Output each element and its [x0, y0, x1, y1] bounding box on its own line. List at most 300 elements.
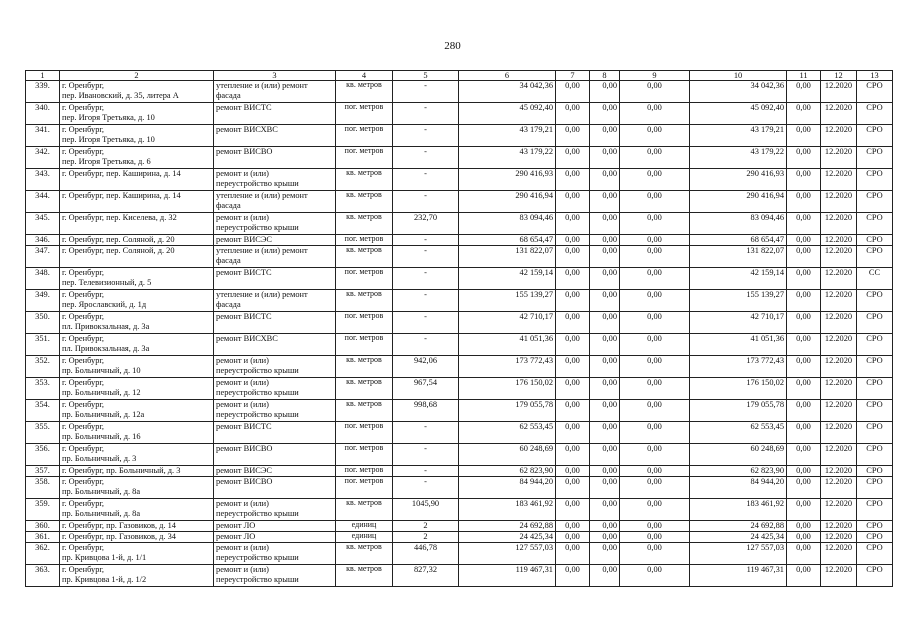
col7-cell: 0,00	[556, 400, 590, 422]
col7-cell: 0,00	[556, 521, 590, 532]
work-type-cell-line: утепление и (или) ремонт	[216, 81, 308, 91]
method-cell: СРО	[857, 235, 893, 246]
col9-cell: 0,00	[620, 565, 690, 587]
address-cell	[60, 81, 214, 103]
work-type-cell-line: ремонт ВИСТС	[216, 312, 272, 322]
deadline-cell: 12.2020	[821, 378, 857, 400]
row-number: 347.	[26, 246, 60, 268]
column-header-2: 2	[60, 71, 214, 81]
table-row	[26, 477, 893, 499]
col10-cell: 127 557,03	[690, 543, 787, 565]
deadline-cell: 12.2020	[821, 565, 857, 587]
row-number: 346.	[26, 235, 60, 246]
quantity-cell: -	[393, 81, 459, 103]
col9-cell: 0,00	[620, 521, 690, 532]
col9-cell: 0,00	[620, 312, 690, 334]
col7-cell: 0,00	[556, 246, 590, 268]
col8-cell: 0,00	[590, 521, 620, 532]
col9-cell: 0,00	[620, 246, 690, 268]
address-cell	[60, 477, 214, 499]
col9-cell: 0,00	[620, 378, 690, 400]
table-row	[26, 169, 893, 191]
quantity-cell: -	[393, 246, 459, 268]
col10-cell: 290 416,93	[690, 169, 787, 191]
total-cost-cell: 41 051,36	[459, 334, 556, 356]
address-cell	[60, 334, 214, 356]
col7-cell: 0,00	[556, 543, 590, 565]
col7-cell: 0,00	[556, 312, 590, 334]
quantity-cell: -	[393, 235, 459, 246]
col9-cell: 0,00	[620, 477, 690, 499]
work-type-cell-line: переустройство крыши	[216, 387, 299, 397]
col8-cell: 0,00	[590, 81, 620, 103]
table-row	[26, 521, 893, 532]
total-cost-cell: 68 654,47	[459, 235, 556, 246]
col10-cell: 290 416,94	[690, 191, 787, 213]
column-header-1: 1	[26, 71, 60, 81]
col8-cell: 0,00	[590, 312, 620, 334]
work-type-cell-line: ремонт ВИСВО	[216, 477, 273, 487]
row-number: 340.	[26, 103, 60, 125]
address-cell	[60, 125, 214, 147]
col9-cell: 0,00	[620, 356, 690, 378]
col11-cell: 0,00	[787, 312, 821, 334]
column-header-11: 11	[787, 71, 821, 81]
col8-cell: 0,00	[590, 125, 620, 147]
method-cell: СРО	[857, 169, 893, 191]
address-cell-line: пр. Больничный, д. 8а	[62, 486, 141, 496]
address-cell	[60, 444, 214, 466]
work-type-cell-line: ремонт ВИСЭС	[216, 235, 272, 245]
work-type-cell	[214, 191, 336, 213]
col10-cell: 176 150,02	[690, 378, 787, 400]
deadline-cell: 12.2020	[821, 532, 857, 543]
col9-cell: 0,00	[620, 466, 690, 477]
col8-cell: 0,00	[590, 147, 620, 169]
deadline-cell: 12.2020	[821, 147, 857, 169]
method-cell: СРО	[857, 466, 893, 477]
work-type-cell-line: утепление и (или) ремонт	[216, 246, 308, 256]
work-type-cell	[214, 400, 336, 422]
table-row	[26, 532, 893, 543]
address-cell-line: г. Оренбург,	[62, 268, 105, 278]
quantity-cell: -	[393, 290, 459, 312]
address-cell	[60, 169, 214, 191]
col11-cell: 0,00	[787, 147, 821, 169]
column-header-5: 5	[393, 71, 459, 81]
unit-cell: единиц	[336, 532, 393, 543]
col7-cell: 0,00	[556, 334, 590, 356]
work-type-cell-line: переустройство крыши	[216, 365, 299, 375]
address-cell-line: г. Оренбург,	[62, 565, 105, 575]
unit-cell: пог. метров	[336, 103, 393, 125]
address-cell-line: г. Оренбург, пер. Каширина, д. 14	[62, 169, 181, 179]
col9-cell: 0,00	[620, 213, 690, 235]
address-cell-line: г. Оренбург,	[62, 543, 105, 553]
page-number: 280	[444, 40, 461, 52]
col10-cell: 24 425,34	[690, 532, 787, 543]
method-cell: СРО	[857, 378, 893, 400]
address-cell	[60, 422, 214, 444]
address-cell-line: г. Оренбург, пр. Газовиков, д. 34	[62, 532, 176, 542]
col11-cell: 0,00	[787, 532, 821, 543]
table-row	[26, 400, 893, 422]
address-cell	[60, 290, 214, 312]
col10-cell: 173 772,43	[690, 356, 787, 378]
work-type-cell-line: ремонт и (или)	[216, 213, 269, 223]
total-cost-cell: 127 557,03	[459, 543, 556, 565]
col10-cell: 155 139,27	[690, 290, 787, 312]
col8-cell: 0,00	[590, 499, 620, 521]
col11-cell: 0,00	[787, 565, 821, 587]
row-number: 355.	[26, 422, 60, 444]
deadline-cell: 12.2020	[821, 191, 857, 213]
unit-cell: единиц	[336, 521, 393, 532]
unit-cell: пог. метров	[336, 422, 393, 444]
quantity-cell: 827,32	[393, 565, 459, 587]
work-type-cell	[214, 499, 336, 521]
col10-cell: 179 055,78	[690, 400, 787, 422]
deadline-cell: 12.2020	[821, 246, 857, 268]
col8-cell: 0,00	[590, 235, 620, 246]
table-row	[26, 125, 893, 147]
address-cell-line: пр. Больничный, д. 16	[62, 431, 141, 441]
work-type-cell-line: ремонт ВИСХВС	[216, 334, 278, 344]
col8-cell: 0,00	[590, 565, 620, 587]
column-header-12: 12	[821, 71, 857, 81]
total-cost-cell: 34 042,36	[459, 81, 556, 103]
quantity-cell: 967,54	[393, 378, 459, 400]
address-cell	[60, 378, 214, 400]
total-cost-cell: 42 710,17	[459, 312, 556, 334]
col7-cell: 0,00	[556, 213, 590, 235]
unit-cell: кв. метров	[336, 81, 393, 103]
row-number: 356.	[26, 444, 60, 466]
address-cell-line: г. Оренбург, пер. Соляной, д. 20	[62, 246, 175, 256]
table-row	[26, 499, 893, 521]
col10-cell: 45 092,40	[690, 103, 787, 125]
col9-cell: 0,00	[620, 191, 690, 213]
col8-cell: 0,00	[590, 532, 620, 543]
work-type-cell-line: фасада	[216, 299, 241, 309]
address-cell	[60, 312, 214, 334]
col8-cell: 0,00	[590, 466, 620, 477]
table-row	[26, 81, 893, 103]
col10-cell: 60 248,69	[690, 444, 787, 466]
work-type-cell-line: переустройство крыши	[216, 178, 299, 188]
address-cell-line: пр. Больничный, д. 12а	[62, 409, 145, 419]
work-type-cell-line: ремонт ВИСЭС	[216, 466, 272, 476]
col7-cell: 0,00	[556, 268, 590, 290]
address-cell-line: пер. Ярославский, д. 1д	[62, 299, 147, 309]
address-cell	[60, 565, 214, 587]
total-cost-cell: 60 248,69	[459, 444, 556, 466]
address-cell-line: г. Оренбург,	[62, 81, 105, 91]
work-type-cell-line: переустройство крыши	[216, 552, 299, 562]
col8-cell: 0,00	[590, 213, 620, 235]
unit-cell: кв. метров	[336, 246, 393, 268]
quantity-cell: 942,06	[393, 356, 459, 378]
address-cell-line: г. Оренбург,	[62, 400, 105, 410]
work-type-cell-line: переустройство крыши	[216, 409, 299, 419]
col8-cell: 0,00	[590, 169, 620, 191]
address-cell-line: пр. Кривцова 1-й, д. 1/1	[62, 552, 147, 562]
address-cell-line: г. Оренбург, пер. Киселева, д. 32	[62, 213, 177, 223]
unit-cell: кв. метров	[336, 191, 393, 213]
row-number: 361.	[26, 532, 60, 543]
col11-cell: 0,00	[787, 290, 821, 312]
col9-cell: 0,00	[620, 543, 690, 565]
col7-cell: 0,00	[556, 356, 590, 378]
row-number: 345.	[26, 213, 60, 235]
col8-cell: 0,00	[590, 400, 620, 422]
col10-cell: 62 553,45	[690, 422, 787, 444]
quantity-cell: 1045,90	[393, 499, 459, 521]
quantity-cell: -	[393, 103, 459, 125]
deadline-cell: 12.2020	[821, 521, 857, 532]
col10-cell: 119 467,31	[690, 565, 787, 587]
address-cell-line: пр. Больничный, д. 3	[62, 453, 137, 463]
col8-cell: 0,00	[590, 246, 620, 268]
work-type-cell	[214, 268, 336, 290]
address-cell-line: пр. Больничный, д. 10	[62, 365, 141, 375]
work-type-cell	[214, 213, 336, 235]
work-type-cell	[214, 169, 336, 191]
method-cell: СРО	[857, 422, 893, 444]
address-cell	[60, 400, 214, 422]
total-cost-cell: 45 092,40	[459, 103, 556, 125]
quantity-cell: -	[393, 422, 459, 444]
deadline-cell: 12.2020	[821, 125, 857, 147]
col7-cell: 0,00	[556, 169, 590, 191]
row-number: 351.	[26, 334, 60, 356]
address-cell-line: г. Оренбург,	[62, 477, 105, 487]
col9-cell: 0,00	[620, 169, 690, 191]
work-type-cell	[214, 246, 336, 268]
unit-cell: пог. метров	[336, 235, 393, 246]
address-cell-line: г. Оренбург,	[62, 312, 105, 322]
unit-cell: кв. метров	[336, 356, 393, 378]
col9-cell: 0,00	[620, 290, 690, 312]
total-cost-cell: 62 553,45	[459, 422, 556, 444]
method-cell: СРО	[857, 356, 893, 378]
column-header-6: 6	[459, 71, 556, 81]
deadline-cell: 12.2020	[821, 103, 857, 125]
work-type-cell-line: ремонт и (или)	[216, 378, 269, 388]
col9-cell: 0,00	[620, 499, 690, 521]
column-header-9: 9	[620, 71, 690, 81]
method-cell: СРО	[857, 565, 893, 587]
row-number: 358.	[26, 477, 60, 499]
repair-schedule-table	[25, 70, 893, 587]
col10-cell: 42 159,14	[690, 268, 787, 290]
address-cell-line: г. Оренбург,	[62, 499, 105, 509]
work-type-cell-line: ремонт и (или)	[216, 565, 269, 575]
total-cost-cell: 290 416,94	[459, 191, 556, 213]
total-cost-cell: 43 179,21	[459, 125, 556, 147]
address-cell-line: пр. Больничный, д. 12	[62, 387, 141, 397]
col11-cell: 0,00	[787, 169, 821, 191]
column-header-10: 10	[690, 71, 787, 81]
deadline-cell: 12.2020	[821, 400, 857, 422]
row-number: 348.	[26, 268, 60, 290]
quantity-cell: -	[393, 268, 459, 290]
col11-cell: 0,00	[787, 103, 821, 125]
address-cell	[60, 521, 214, 532]
column-header-8: 8	[590, 71, 620, 81]
col9-cell: 0,00	[620, 400, 690, 422]
col9-cell: 0,00	[620, 235, 690, 246]
unit-cell: кв. метров	[336, 378, 393, 400]
deadline-cell: 12.2020	[821, 235, 857, 246]
row-number: 342.	[26, 147, 60, 169]
address-cell-line: г. Оренбург, пер. Каширина, д. 14	[62, 191, 181, 201]
col7-cell: 0,00	[556, 191, 590, 213]
work-type-cell	[214, 290, 336, 312]
quantity-cell: 998,68	[393, 400, 459, 422]
deadline-cell: 12.2020	[821, 81, 857, 103]
col9-cell: 0,00	[620, 532, 690, 543]
work-type-cell	[214, 334, 336, 356]
col7-cell: 0,00	[556, 565, 590, 587]
col8-cell: 0,00	[590, 191, 620, 213]
table-row	[26, 235, 893, 246]
total-cost-cell: 155 139,27	[459, 290, 556, 312]
address-cell-line: г. Оренбург,	[62, 356, 105, 366]
work-type-cell	[214, 521, 336, 532]
deadline-cell: 12.2020	[821, 543, 857, 565]
address-cell-line: пл. Привокзальная, д. 3а	[62, 343, 150, 353]
method-cell: СРО	[857, 246, 893, 268]
work-type-cell	[214, 565, 336, 587]
unit-cell: кв. метров	[336, 499, 393, 521]
table-row	[26, 103, 893, 125]
col8-cell: 0,00	[590, 103, 620, 125]
method-cell: СРО	[857, 147, 893, 169]
work-type-cell	[214, 466, 336, 477]
table-row	[26, 246, 893, 268]
col9-cell: 0,00	[620, 125, 690, 147]
address-cell	[60, 532, 214, 543]
address-cell-line: г. Оренбург,	[62, 147, 105, 157]
quantity-cell: -	[393, 191, 459, 213]
col9-cell: 0,00	[620, 334, 690, 356]
method-cell: СРО	[857, 499, 893, 521]
address-cell	[60, 466, 214, 477]
work-type-cell-line: ремонт и (или)	[216, 543, 269, 553]
total-cost-cell: 24 692,88	[459, 521, 556, 532]
col7-cell: 0,00	[556, 532, 590, 543]
deadline-cell: 12.2020	[821, 422, 857, 444]
work-type-cell-line: переустройство крыши	[216, 222, 299, 232]
col11-cell: 0,00	[787, 125, 821, 147]
col10-cell: 43 179,21	[690, 125, 787, 147]
col9-cell: 0,00	[620, 103, 690, 125]
work-type-cell	[214, 103, 336, 125]
row-number: 353.	[26, 378, 60, 400]
method-cell: СРО	[857, 543, 893, 565]
col11-cell: 0,00	[787, 543, 821, 565]
work-type-cell-line: ремонт ВИСХВС	[216, 125, 278, 135]
column-header-7: 7	[556, 71, 590, 81]
work-type-cell-line: ремонт ВИСТС	[216, 103, 272, 113]
col8-cell: 0,00	[590, 543, 620, 565]
work-type-cell-line: ремонт и (или)	[216, 356, 269, 366]
total-cost-cell: 179 055,78	[459, 400, 556, 422]
unit-cell: пог. метров	[336, 334, 393, 356]
deadline-cell: 12.2020	[821, 499, 857, 521]
address-cell	[60, 268, 214, 290]
col11-cell: 0,00	[787, 246, 821, 268]
table-row	[26, 444, 893, 466]
quantity-cell: 446,78	[393, 543, 459, 565]
total-cost-cell: 84 944,20	[459, 477, 556, 499]
col11-cell: 0,00	[787, 268, 821, 290]
quantity-cell: -	[393, 125, 459, 147]
unit-cell: пог. метров	[336, 444, 393, 466]
table-row	[26, 422, 893, 444]
col9-cell: 0,00	[620, 444, 690, 466]
work-type-cell-line: ремонт ВИСТС	[216, 268, 272, 278]
col7-cell: 0,00	[556, 422, 590, 444]
col7-cell: 0,00	[556, 378, 590, 400]
deadline-cell: 12.2020	[821, 268, 857, 290]
work-type-cell	[214, 125, 336, 147]
work-type-cell-line: ремонт и (или)	[216, 169, 269, 179]
col11-cell: 0,00	[787, 499, 821, 521]
col7-cell: 0,00	[556, 103, 590, 125]
table-row	[26, 466, 893, 477]
method-cell: СРО	[857, 532, 893, 543]
address-cell-line: г. Оренбург,	[62, 125, 105, 135]
row-number: 349.	[26, 290, 60, 312]
work-type-cell	[214, 312, 336, 334]
total-cost-cell: 83 094,46	[459, 213, 556, 235]
unit-cell: кв. метров	[336, 400, 393, 422]
table-row	[26, 191, 893, 213]
work-type-cell-line: ремонт ВИСВО	[216, 444, 273, 454]
unit-cell: пог. метров	[336, 312, 393, 334]
work-type-cell-line: фасада	[216, 255, 241, 265]
table-row	[26, 268, 893, 290]
row-number: 362.	[26, 543, 60, 565]
address-cell	[60, 103, 214, 125]
address-cell-line: пер. Игоря Третьяка, д. 6	[62, 156, 151, 166]
unit-cell: пог. метров	[336, 125, 393, 147]
col7-cell: 0,00	[556, 499, 590, 521]
col11-cell: 0,00	[787, 422, 821, 444]
col7-cell: 0,00	[556, 147, 590, 169]
method-cell: СРО	[857, 312, 893, 334]
total-cost-cell: 43 179,22	[459, 147, 556, 169]
deadline-cell: 12.2020	[821, 477, 857, 499]
unit-cell: пог. метров	[336, 466, 393, 477]
work-type-cell	[214, 422, 336, 444]
address-cell-line: г. Оренбург,	[62, 444, 105, 454]
work-type-cell	[214, 378, 336, 400]
row-number: 343.	[26, 169, 60, 191]
total-cost-cell: 131 822,07	[459, 246, 556, 268]
total-cost-cell: 183 461,92	[459, 499, 556, 521]
col7-cell: 0,00	[556, 466, 590, 477]
col7-cell: 0,00	[556, 125, 590, 147]
method-cell: СРО	[857, 290, 893, 312]
work-type-cell-line: переустройство крыши	[216, 508, 299, 518]
quantity-cell: 2	[393, 532, 459, 543]
deadline-cell: 12.2020	[821, 312, 857, 334]
address-cell-line: пр. Больничный, д. 8а	[62, 508, 141, 518]
deadline-cell: 12.2020	[821, 444, 857, 466]
